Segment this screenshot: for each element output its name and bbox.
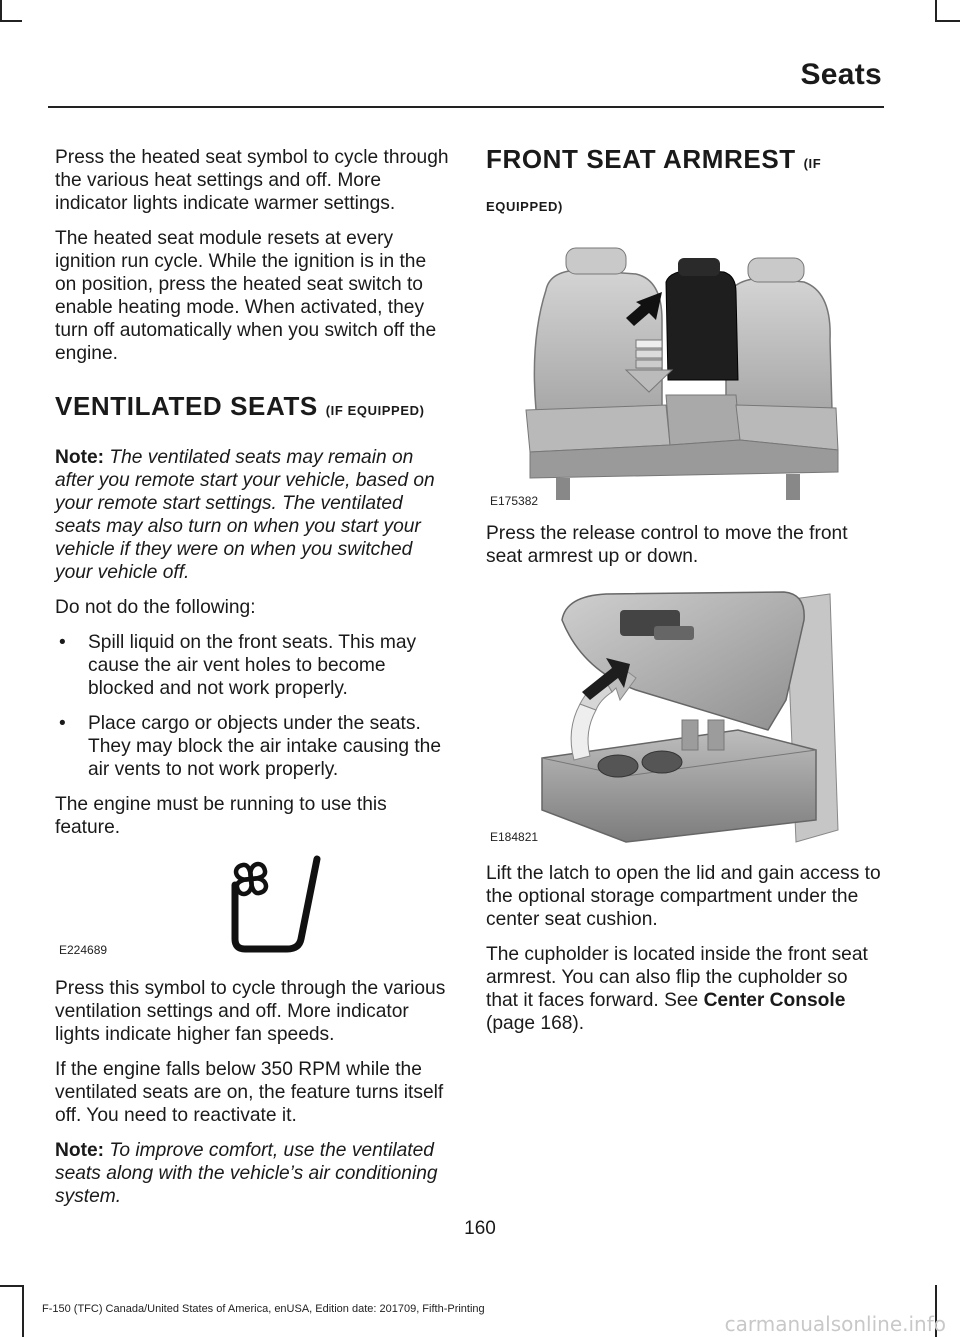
armrest-storage-figure — [486, 580, 884, 848]
ventilated-seat-symbol-figure — [55, 851, 450, 961]
release-control-paragraph: Press the release control to move the front seat armrest up or down. — [486, 523, 848, 567]
page-title: Seats — [800, 58, 882, 91]
figure-code: E184821 — [490, 830, 539, 844]
note-body: To improve comfort, use the ventilated seats along with the vehicle’s air conditioning system. — [55, 1140, 438, 1207]
crop-mark — [0, 1285, 24, 1287]
list-item-text: Place cargo or objects under the seats. They may block the air intake causing the air vents to not work properly. — [88, 713, 442, 780]
bullet: • — [59, 632, 66, 653]
press-symbol-paragraph: Press this symbol to cycle through the various ventilation settings and off. More indicator lights indicate higher fan speeds. — [55, 978, 446, 1045]
cupholder-paragraph — [486, 943, 884, 1035]
figure-code: E224689 — [59, 943, 108, 957]
heading-qualifier: EQUIPPED) — [486, 199, 563, 214]
warning-list — [55, 631, 450, 781]
list-item — [55, 712, 450, 781]
bench-seat-armrest-figure — [486, 240, 884, 512]
crop-mark — [0, 0, 2, 22]
crop-mark — [22, 1285, 24, 1337]
rpm-paragraph: If the engine falls below 350 RPM while the ventilated seats are on, the feature turns itself off. You need to reactivate it. — [55, 1059, 444, 1126]
list-item — [55, 631, 450, 700]
right-column — [486, 146, 884, 1047]
page-number: 160 — [464, 1218, 496, 1239]
heading-qualifier: (IF EQUIPPED) — [325, 403, 425, 418]
cupholder-text: The cupholder is located inside the front seat armrest. You can also flip the cupholder so that it faces forward. See — [486, 944, 868, 1011]
list-item-text: Spill liquid on the front seats. This may cause the air vent holes to become blocked and not work properly. — [88, 632, 417, 699]
bench-seat-illustration — [486, 240, 884, 512]
note-body: The ventilated seats may remain on after you remote start your vehicle, based on your remote start settings. The ventilated seats may also turn on when you start your vehicle if they were on when you switched your vehicle off. — [55, 447, 435, 583]
note-label: Note: — [55, 447, 105, 468]
header-divider — [48, 106, 884, 108]
edition-info: F-150 (TFC) Canada/United States of America, enUSA, Edition date: 201709, Fifth-Printing — [42, 1303, 485, 1315]
crop-mark — [935, 20, 960, 22]
heading-main: FRONT SEAT ARMREST — [486, 144, 796, 174]
lift-latch-paragraph: Lift the latch to open the lid and gain access to the optional storage compartment under the center seat cushion. — [486, 863, 881, 930]
heading-qualifier: (IF — [803, 156, 822, 171]
front-seat-armrest-heading — [486, 140, 884, 226]
note-label: Note: — [55, 1140, 105, 1161]
left-column — [55, 146, 450, 1220]
heated-module-paragraph: The heated seat module resets at every ignition run cycle. While the ignition is in the on position, press the heated seat switch to enable heating mode. When activated, they turn off automatically when you switch off the engine. — [55, 228, 437, 364]
bullet: • — [59, 713, 66, 734]
armrest-storage-illustration — [486, 580, 884, 848]
crop-mark — [935, 0, 937, 22]
do-not-intro: Do not do the following: — [55, 597, 256, 618]
figure-code: E175382 — [490, 494, 539, 508]
engine-running-paragraph: The engine must be running to use this feature. — [55, 794, 387, 838]
note-remote-start — [55, 446, 450, 584]
watermark: carmanualsonline.info — [724, 1312, 946, 1336]
heated-seat-paragraph: Press the heated seat symbol to cycle through the various heat settings and off. More indicator lights indicate warmer settings. — [55, 147, 449, 214]
page-reference: (page 168). — [486, 1013, 585, 1034]
center-console-link[interactable]: Center Console — [703, 990, 846, 1011]
heading-main: VENTILATED SEATS — [55, 391, 318, 421]
ventilated-seats-heading — [55, 391, 450, 426]
ventilated-seat-icon — [55, 851, 450, 961]
crop-mark — [0, 20, 22, 22]
note-comfort — [55, 1139, 450, 1208]
